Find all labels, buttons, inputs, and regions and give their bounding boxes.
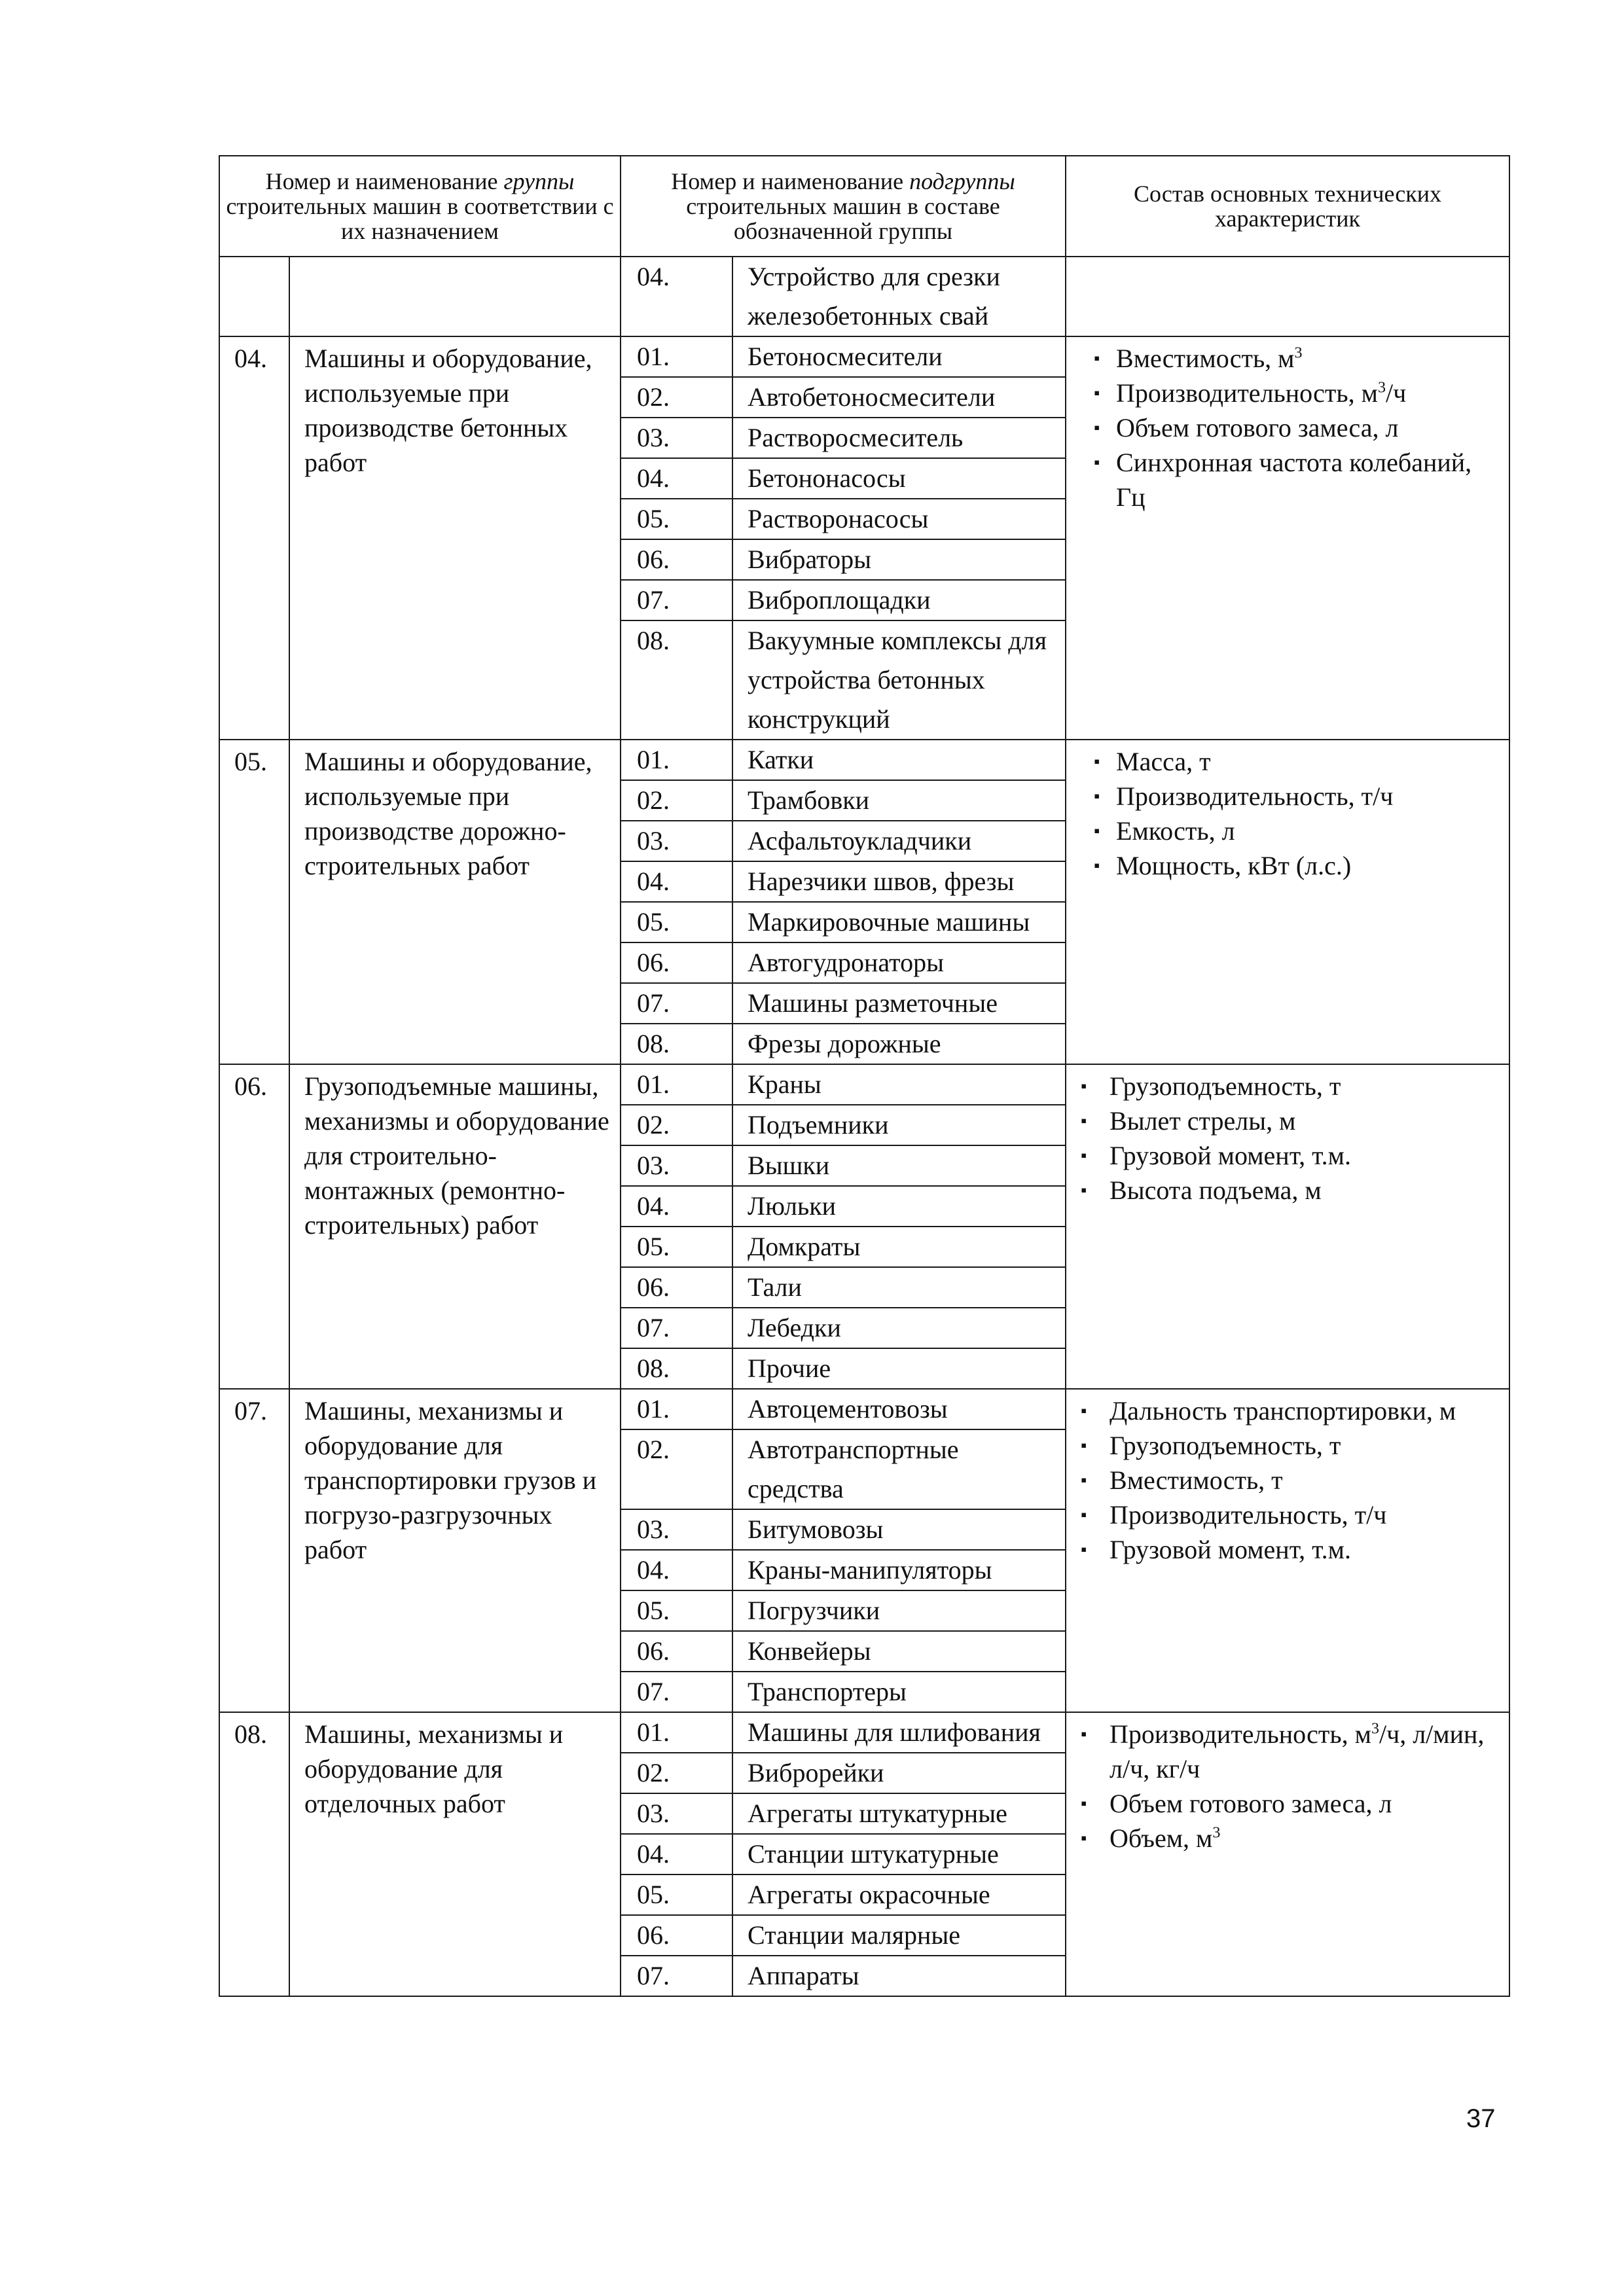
- subgroup-number: 04.: [621, 458, 732, 499]
- spec-text: Масса, т: [1116, 747, 1211, 776]
- spec-text: Производительность, т/ч: [1110, 1500, 1387, 1530]
- subgroup-number: 02.: [621, 780, 732, 821]
- bullet-icon: ▪: [1094, 821, 1100, 840]
- spec-item: [1066, 1786, 1502, 1821]
- header-specs-column: Состав основных технических характеристик: [1066, 156, 1509, 257]
- subgroup-name: Транспортеры: [748, 1677, 907, 1706]
- subgroup-row: [621, 861, 1065, 902]
- group-row-08: [219, 1712, 1509, 1996]
- subgroup-row: [621, 620, 1065, 739]
- subgroup-number: 07.: [621, 1956, 732, 1996]
- subgroup-name: Бетононасосы: [732, 458, 1065, 499]
- spec-superscript: 3: [1371, 1720, 1379, 1738]
- group-name: Машины и оборудование, используемые при производстве бетонных работ: [289, 336, 621, 740]
- spec-item: [1066, 1138, 1502, 1173]
- subgroup-number: 05.: [621, 499, 732, 539]
- bullet-icon: ▪: [1094, 384, 1100, 403]
- bullet-icon: ▪: [1081, 1471, 1087, 1490]
- subgroup-name: Автоцементовозы: [732, 1390, 1065, 1429]
- subgroup-row: [621, 499, 1065, 539]
- subgroup-number: 04.: [621, 257, 732, 336]
- subgroup-name: Домкраты: [732, 1227, 1065, 1267]
- subgroup-cell: [621, 336, 1066, 740]
- subgroup-name: Тали: [732, 1267, 1065, 1308]
- subgroup-number: 02.: [621, 1753, 732, 1793]
- specs-cell: [1066, 1064, 1509, 1389]
- spec-item: [1066, 1463, 1502, 1498]
- subgroup-number: 04.: [621, 1834, 732, 1874]
- subgroup-row: [621, 257, 1065, 336]
- subgroup-number: 06.: [621, 942, 732, 983]
- subgroup-cell: [621, 740, 1066, 1064]
- spec-suffix: /ч: [1385, 378, 1407, 408]
- spec-text: Вылет стрелы, м: [1110, 1106, 1296, 1136]
- header-subgroup-text-1: Номер и наименование: [671, 168, 910, 194]
- subgroup-number: 03.: [621, 1509, 732, 1550]
- subgroup-name: Вакуумные комплексы для устройства бетонных конструкций: [748, 626, 1047, 734]
- header-group-text-1: Номер и наименование: [265, 168, 504, 194]
- bullet-icon: ▪: [1081, 1111, 1087, 1130]
- group-name: Грузоподъемные машины, механизмы и оборудование для строительно-монтажных (ремонтно-строительных) работ: [289, 1064, 621, 1389]
- subgroup-name: Битумовозы: [732, 1509, 1065, 1550]
- bullet-icon: ▪: [1094, 453, 1100, 472]
- subgroup-row: [621, 1065, 1065, 1105]
- subgroup-number: 06.: [621, 1631, 732, 1672]
- subgroup-number: 07.: [621, 1308, 732, 1348]
- subgroup-number: 08.: [621, 1024, 732, 1064]
- subgroup-row: [621, 821, 1065, 861]
- group-row-04: [219, 336, 1509, 740]
- subgroup-name: Устройство для срезки железобетонных свай: [748, 262, 1000, 331]
- spec-list: [1066, 341, 1502, 514]
- spec-item: [1066, 1821, 1502, 1856]
- spec-text: Грузовой момент, т.м.: [1110, 1535, 1351, 1564]
- subgroup-name: Машины для шлифования: [732, 1713, 1065, 1753]
- spec-text: Грузоподъемность, т: [1110, 1071, 1341, 1101]
- header-subgroup-italic: подгруппы: [909, 168, 1015, 194]
- subgroup-name: Подъемники: [732, 1105, 1065, 1145]
- subgroup-row: [621, 580, 1065, 620]
- spec-text: Вместимость, м: [1116, 344, 1295, 373]
- subgroup-name: Нарезчики швов, фрезы: [732, 861, 1065, 902]
- spec-text: Вместимость, т: [1110, 1465, 1283, 1495]
- subgroup-name: Агрегаты штукатурные: [732, 1793, 1065, 1834]
- subgroup-number: 08.: [621, 1348, 732, 1388]
- bullet-icon: ▪: [1081, 1540, 1087, 1559]
- subgroup-number: 03.: [621, 418, 732, 458]
- bullet-icon: ▪: [1081, 1829, 1087, 1848]
- subgroup-number: 04.: [621, 1186, 732, 1227]
- subgroup-number: 01.: [621, 740, 732, 780]
- subgroup-row: [621, 1348, 1065, 1388]
- bullet-icon: ▪: [1081, 1505, 1087, 1524]
- subgroup-name: Растворонасосы: [732, 499, 1065, 539]
- subgroup-row: [621, 1509, 1065, 1550]
- group-row-06: [219, 1064, 1509, 1389]
- group-number: 04.: [219, 336, 289, 740]
- subgroup-row: [621, 1308, 1065, 1348]
- bullet-icon: ▪: [1081, 1077, 1087, 1096]
- subgroup-number: 05.: [621, 1227, 732, 1267]
- subgroup-name: Конвейеры: [732, 1631, 1065, 1672]
- subgroup-number: 07.: [621, 1672, 732, 1712]
- subgroup-number: 05.: [621, 902, 732, 942]
- spec-item: [1066, 848, 1502, 883]
- subgroup-name: Бетоносмесители: [732, 337, 1065, 377]
- spec-list: [1066, 744, 1502, 883]
- spec-text: Объем готового замеса, л: [1116, 413, 1399, 442]
- spec-item: [1066, 744, 1502, 779]
- subgroup-name: Виброрейки: [732, 1753, 1065, 1793]
- subgroup-row: [621, 1834, 1065, 1874]
- spec-item: [1066, 376, 1502, 410]
- subgroup-list: [621, 740, 1065, 1064]
- spec-list: [1066, 1717, 1502, 1856]
- bullet-icon: ▪: [1094, 787, 1100, 806]
- subgroup-row: [621, 1672, 1065, 1712]
- group-name: Машины, механизмы и оборудование для транспортировки грузов и погрузо-разгрузочных работ: [289, 1389, 621, 1712]
- spec-item: [1066, 1717, 1502, 1786]
- bullet-icon: ▪: [1081, 1181, 1087, 1200]
- subgroup-list: [621, 1065, 1065, 1388]
- subgroup-row: [621, 377, 1065, 418]
- subgroup-row: [621, 1390, 1065, 1429]
- subgroup-name: Автогудронаторы: [732, 942, 1065, 983]
- subgroup-name: Погрузчики: [732, 1590, 1065, 1631]
- spec-item: [1066, 1498, 1502, 1532]
- bullet-icon: ▪: [1081, 1725, 1087, 1744]
- subgroup-number: 01.: [621, 1065, 732, 1105]
- subgroup-row: [621, 1753, 1065, 1793]
- subgroup-row: [621, 1713, 1065, 1753]
- subgroup-list: [621, 257, 1065, 336]
- subgroup-name: Виброплощадки: [732, 580, 1065, 620]
- subgroup-row: [621, 1267, 1065, 1308]
- spec-text: Дальность транспортировки, м: [1110, 1396, 1456, 1426]
- subgroup-list: [621, 1713, 1065, 1996]
- specs-cell: [1066, 1712, 1509, 1996]
- subgroup-number: 01.: [621, 337, 732, 377]
- subgroup-row: [621, 539, 1065, 580]
- spec-item: [1066, 779, 1502, 814]
- spec-item: [1066, 814, 1502, 848]
- subgroup-row: [621, 780, 1065, 821]
- spec-item: [1066, 1103, 1502, 1138]
- spec-text: Производительность, т/ч: [1116, 781, 1394, 811]
- bullet-icon: ▪: [1081, 1146, 1087, 1165]
- group-name: Машины и оборудование, используемые при производстве дорожно-строительных работ: [289, 740, 621, 1064]
- subgroup-name: Вибраторы: [732, 539, 1065, 580]
- bullet-icon: ▪: [1094, 349, 1100, 368]
- spec-suffix: /ч, л/мин, л/ч, кг/ч: [1110, 1719, 1485, 1784]
- subgroup-row: [621, 1145, 1065, 1186]
- spec-item: [1066, 1173, 1502, 1208]
- spec-list: [1066, 1393, 1502, 1567]
- bullet-icon: ▪: [1081, 1436, 1087, 1455]
- spec-superscript: 3: [1294, 344, 1303, 362]
- subgroup-number: 05.: [621, 1874, 732, 1915]
- subgroup-row: [621, 1227, 1065, 1267]
- subgroup-name: Катки: [732, 740, 1065, 780]
- spec-item: [1066, 341, 1502, 376]
- subgroup-number: 08.: [621, 620, 732, 739]
- subgroup-number: 01.: [621, 1390, 732, 1429]
- subgroup-name: Станции штукатурные: [732, 1834, 1065, 1874]
- group-row-07: [219, 1389, 1509, 1712]
- subgroup-name: Автобетоносмесители: [732, 377, 1065, 418]
- page-number: 37: [1466, 2104, 1496, 2133]
- subgroup-number: 06.: [621, 1915, 732, 1956]
- subgroup-row: [621, 1550, 1065, 1590]
- spec-text: Мощность, кВт (л.с.): [1116, 851, 1352, 880]
- spec-list: [1066, 1069, 1502, 1208]
- subgroup-row: [621, 1874, 1065, 1915]
- subgroup-number: 05.: [621, 1590, 732, 1631]
- spec-text: Производительность, м: [1116, 378, 1378, 408]
- subgroup-number: 07.: [621, 983, 732, 1024]
- spec-text: Грузоподъемность, т: [1110, 1431, 1341, 1460]
- subgroup-name: Маркировочные машины: [732, 902, 1065, 942]
- subgroup-name: Вышки: [732, 1145, 1065, 1186]
- subgroup-cell: [621, 1712, 1066, 1996]
- subgroup-number: 04.: [621, 861, 732, 902]
- spec-superscript: 3: [1212, 1824, 1221, 1842]
- subgroup-number: 02.: [621, 377, 732, 418]
- header-group-text-2: строительных машин в соответствии с их назначением: [226, 193, 614, 244]
- group-number-cell: [219, 257, 289, 336]
- subgroup-row: [621, 942, 1065, 983]
- subgroup-name: Фрезы дорожные: [748, 1029, 941, 1058]
- spec-text: Производительность, м: [1110, 1719, 1371, 1749]
- spec-item: [1066, 1428, 1502, 1463]
- header-subgroup-column: [621, 156, 1066, 257]
- group-number: 05.: [219, 740, 289, 1064]
- subgroup-number: 03.: [621, 1793, 732, 1834]
- subgroup-row: [621, 1631, 1065, 1672]
- subgroup-number: 02.: [621, 1429, 732, 1509]
- subgroup-number: 01.: [621, 1713, 732, 1753]
- subgroup-number: 04.: [621, 1550, 732, 1590]
- header-group-column: [219, 156, 621, 257]
- subgroup-name: Асфальтоукладчики: [732, 821, 1065, 861]
- subgroup-name: Станции малярные: [732, 1915, 1065, 1956]
- group-name: Машины, механизмы и оборудование для отделочных работ: [289, 1712, 621, 1996]
- bullet-icon: ▪: [1094, 418, 1100, 437]
- group-row-05: [219, 740, 1509, 1064]
- spec-text: Синхронная частота колебаний, Гц: [1116, 448, 1472, 512]
- subgroup-row: [621, 1793, 1065, 1834]
- subgroup-list: [621, 1390, 1065, 1712]
- subgroup-name: Агрегаты окрасочные: [732, 1874, 1065, 1915]
- subgroup-row: [621, 337, 1065, 377]
- subgroup-number: 06.: [621, 539, 732, 580]
- subgroup-name: Машины разметочные: [732, 983, 1065, 1024]
- subgroup-row: [621, 1186, 1065, 1227]
- subgroup-row: [621, 983, 1065, 1024]
- spec-item: [1066, 1393, 1502, 1428]
- spec-text: Объем, м: [1110, 1823, 1213, 1853]
- specs-cell: [1066, 740, 1509, 1064]
- subgroup-row: [621, 1105, 1065, 1145]
- machines-table: [219, 155, 1510, 1997]
- subgroup-name: Лебедки: [732, 1308, 1065, 1348]
- bullet-icon: ▪: [1081, 1794, 1087, 1813]
- bullet-icon: ▪: [1094, 856, 1100, 875]
- subgroup-row: [621, 418, 1065, 458]
- header-group-italic: группы: [503, 168, 575, 194]
- spec-superscript: 3: [1377, 379, 1386, 397]
- subgroup-row: [621, 1915, 1065, 1956]
- table-header-row: [219, 156, 1509, 257]
- subgroup-number: 06.: [621, 1267, 732, 1308]
- group-number: 07.: [219, 1389, 289, 1712]
- subgroup-cell: [621, 1389, 1066, 1712]
- spec-item: [1066, 445, 1502, 514]
- subgroup-number: 07.: [621, 580, 732, 620]
- subgroup-row: [621, 902, 1065, 942]
- specs-cell: [1066, 336, 1509, 740]
- subgroup-number: 03.: [621, 821, 732, 861]
- spec-text: Высота подъема, м: [1110, 1175, 1322, 1205]
- subgroup-row: [621, 1590, 1065, 1631]
- subgroup-list: [621, 337, 1065, 739]
- subgroup-cell: [621, 1064, 1066, 1389]
- group-name-cell: [289, 257, 621, 336]
- subgroup-row: [621, 740, 1065, 780]
- bullet-icon: ▪: [1081, 1401, 1087, 1420]
- continuation-row: [219, 257, 1509, 336]
- subgroup-name: Растворосмеситель: [732, 418, 1065, 458]
- subgroup-name: Аппараты: [748, 1961, 859, 1990]
- spec-item: [1066, 1069, 1502, 1103]
- group-number: 08.: [219, 1712, 289, 1996]
- subgroup-row: [621, 1956, 1065, 1996]
- spec-text: Объем готового замеса, л: [1110, 1789, 1392, 1818]
- spec-text: Емкость, л: [1116, 816, 1235, 846]
- subgroup-number: 02.: [621, 1105, 732, 1145]
- spec-text: Грузовой момент, т.м.: [1110, 1141, 1351, 1170]
- subgroup-number: 03.: [621, 1145, 732, 1186]
- subgroup-name: Автотранспортные средства: [732, 1429, 1065, 1509]
- subgroup-name: Краны: [732, 1065, 1065, 1105]
- subgroup-name: Прочие: [748, 1354, 831, 1383]
- subgroup-row: [621, 458, 1065, 499]
- group-number: 06.: [219, 1064, 289, 1389]
- spec-item: [1066, 410, 1502, 445]
- specs-cell: [1066, 1389, 1509, 1712]
- spec-item: [1066, 1532, 1502, 1567]
- subgroup-row: [621, 1024, 1065, 1064]
- header-subgroup-text-2: строительных машин в составе обозначенной группы: [686, 193, 1000, 244]
- subgroup-name: Краны-манипуляторы: [732, 1550, 1065, 1590]
- specs-cell: [1066, 257, 1509, 336]
- subgroup-row: [621, 1429, 1065, 1509]
- bullet-icon: ▪: [1094, 752, 1100, 771]
- subgroup-cell: [621, 257, 1066, 336]
- subgroup-name: Трамбовки: [732, 780, 1065, 821]
- subgroup-name: Люльки: [732, 1186, 1065, 1227]
